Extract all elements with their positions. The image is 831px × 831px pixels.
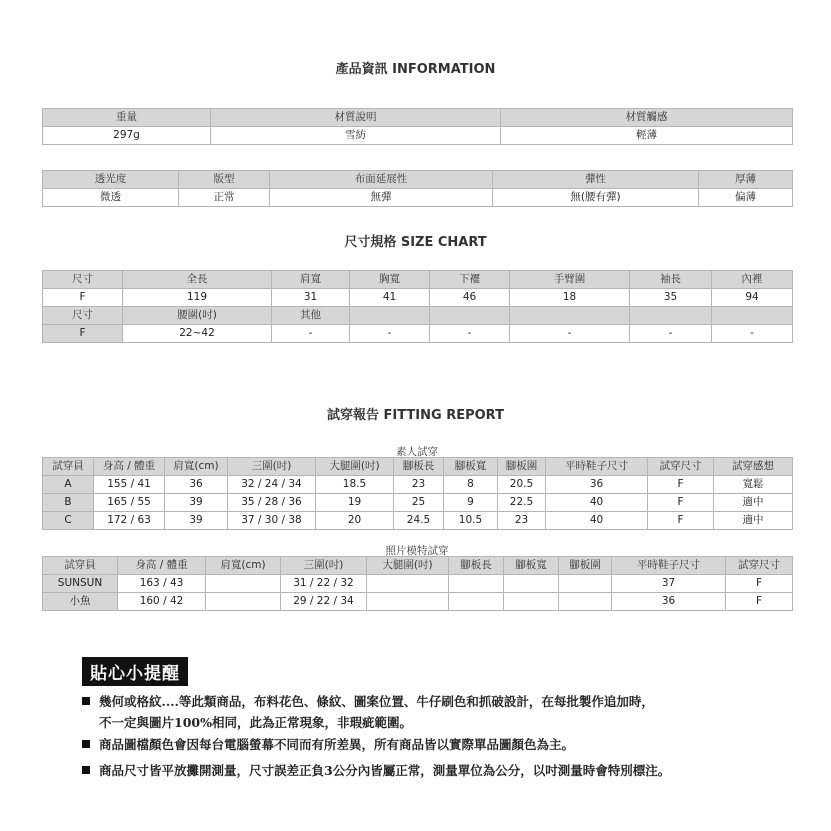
size-header: 袖長 <box>630 271 712 289</box>
tester-name-cell: 小魚 <box>43 593 118 611</box>
header-cell: 身高 / 體重 <box>94 458 165 476</box>
value-cell: 24.5 <box>394 512 444 530</box>
header-cell: 大腿圍(吋) <box>367 557 449 575</box>
header-cell: 腳板寬 <box>444 458 498 476</box>
value-cell: F <box>648 512 714 530</box>
size-header <box>510 307 630 325</box>
info-table-1 <box>42 108 793 145</box>
header-cell: 試穿員 <box>43 458 94 476</box>
header-cell: 腳板寬 <box>504 557 559 575</box>
value-cell: 155 / 41 <box>94 476 165 494</box>
header-cell: 試穿員 <box>43 557 118 575</box>
header-cell: 平時鞋子尺寸 <box>612 557 726 575</box>
table-row <box>43 512 793 530</box>
table-row <box>43 494 793 512</box>
size-value: F <box>43 325 123 343</box>
value-cell: 無(腰有彈) <box>493 189 699 207</box>
size-chart-title: 尺寸規格 SIZE CHART <box>344 235 487 250</box>
notice-item <box>82 735 574 753</box>
value-cell: 25 <box>394 494 444 512</box>
header-cell: 三圍(吋) <box>228 458 316 476</box>
notice-text: 商品圖檔顏色會因每台電腦螢幕不同而有所差異，所有商品皆以實際單品圖顏色為主。 <box>99 737 575 752</box>
tester-name-cell: A <box>43 476 94 494</box>
size-value: 22~42 <box>123 325 272 343</box>
size-header: 內裡 <box>712 271 793 289</box>
table-row <box>43 476 793 494</box>
value-cell: 正常 <box>179 189 270 207</box>
value-cell: 36 <box>612 593 726 611</box>
value-cell: 偏薄 <box>699 189 793 207</box>
header-cell: 試穿感想 <box>714 458 793 476</box>
header-cell: 三圍(吋) <box>281 557 367 575</box>
notice-item <box>82 761 670 779</box>
size-value: 18 <box>510 289 630 307</box>
header-cell: 布面延展性 <box>270 171 493 189</box>
value-cell: 10.5 <box>444 512 498 530</box>
notice-text: 幾何或格紋....等此類商品，布料花色、條紋、圖案位置、牛仔刷色和抓破設計，在每批製作追加時， <box>99 694 654 709</box>
table-row <box>43 575 793 593</box>
header-cell: 平時鞋子尺寸 <box>546 458 648 476</box>
value-cell: 23 <box>394 476 444 494</box>
header-cell: 版型 <box>179 171 270 189</box>
value-cell: 19 <box>316 494 394 512</box>
table-row <box>43 593 793 611</box>
notice-text: 不一定與圖片100%相同，此為正常現象，非瑕疵範圍。 <box>99 715 412 730</box>
model-caption: 照片模特試穿 <box>385 545 449 557</box>
size-value: 31 <box>272 289 350 307</box>
value-cell: 20.5 <box>498 476 546 494</box>
value-cell: 160 / 42 <box>118 593 206 611</box>
value-cell: 雪紡 <box>211 127 501 145</box>
value-cell <box>504 593 559 611</box>
header-cell: 材質說明 <box>211 109 501 127</box>
value-cell <box>206 593 281 611</box>
header-cell: 大腿圍(吋) <box>316 458 394 476</box>
size-value: 35 <box>630 289 712 307</box>
value-cell: 22.5 <box>498 494 546 512</box>
size-header: 腰圍(吋) <box>123 307 272 325</box>
value-cell <box>449 593 504 611</box>
value-cell: 40 <box>546 512 648 530</box>
value-cell: 8 <box>444 476 498 494</box>
size-header: 全長 <box>123 271 272 289</box>
size-header: 下襬 <box>430 271 510 289</box>
value-cell: 35 / 28 / 36 <box>228 494 316 512</box>
value-cell: 37 <box>612 575 726 593</box>
size-value: 94 <box>712 289 793 307</box>
tester-name-cell: C <box>43 512 94 530</box>
value-cell: 172 / 63 <box>94 512 165 530</box>
size-value: 46 <box>430 289 510 307</box>
size-header: 手臂圍 <box>510 271 630 289</box>
header-cell: 腳板長 <box>394 458 444 476</box>
value-cell: 適中 <box>714 512 793 530</box>
size-header: 肩寬 <box>272 271 350 289</box>
value-cell <box>449 575 504 593</box>
value-cell: 37 / 30 / 38 <box>228 512 316 530</box>
header-cell: 試穿尺寸 <box>726 557 793 575</box>
notice-heading: 貼心小提醒 <box>82 657 188 686</box>
size-chart-table <box>42 270 793 343</box>
size-value: 41 <box>350 289 430 307</box>
bullet-icon <box>82 766 90 774</box>
amateur-caption: 素人試穿 <box>396 446 438 458</box>
amateur-fitting-table <box>42 457 793 530</box>
value-cell: 36 <box>546 476 648 494</box>
fitting-report-title: 試穿報告 FITTING REPORT <box>327 408 504 423</box>
size-header: 尺寸 <box>43 307 123 325</box>
value-cell: 31 / 22 / 32 <box>281 575 367 593</box>
size-value: - <box>272 325 350 343</box>
value-cell: F <box>648 494 714 512</box>
value-cell: F <box>726 593 793 611</box>
size-value: 119 <box>123 289 272 307</box>
header-cell: 透光度 <box>43 171 179 189</box>
header-cell: 厚薄 <box>699 171 793 189</box>
value-cell: 無彈 <box>270 189 493 207</box>
size-header: 胸寬 <box>350 271 430 289</box>
size-value: - <box>712 325 793 343</box>
size-header <box>430 307 510 325</box>
value-cell: 165 / 55 <box>94 494 165 512</box>
header-cell: 肩寬(cm) <box>165 458 228 476</box>
value-cell: F <box>648 476 714 494</box>
tester-name-cell: SUNSUN <box>43 575 118 593</box>
value-cell <box>559 575 612 593</box>
size-value: - <box>510 325 630 343</box>
value-cell <box>504 575 559 593</box>
size-header: 其他 <box>272 307 350 325</box>
header-cell: 腳板圍 <box>559 557 612 575</box>
header-cell: 材質觸感 <box>501 109 793 127</box>
value-cell: 39 <box>165 494 228 512</box>
size-header <box>630 307 712 325</box>
size-header <box>712 307 793 325</box>
product-info-title: 產品資訊 INFORMATION <box>335 62 496 77</box>
value-cell: 寬鬆 <box>714 476 793 494</box>
notice-text: 商品尺寸皆平放攤開測量，尺寸誤差正負3公分內皆屬正常，測量單位為公分，以吋測量時會特別標注。 <box>99 763 671 778</box>
header-cell: 彈性 <box>493 171 699 189</box>
size-value: F <box>43 289 123 307</box>
value-cell: 29 / 22 / 34 <box>281 593 367 611</box>
value-cell <box>559 593 612 611</box>
bullet-icon <box>82 697 90 705</box>
value-cell: 微透 <box>43 189 179 207</box>
tester-name-cell: B <box>43 494 94 512</box>
header-cell: 腳板圍 <box>498 458 546 476</box>
value-cell <box>367 575 449 593</box>
value-cell: 40 <box>546 494 648 512</box>
size-value: - <box>350 325 430 343</box>
value-cell: F <box>726 575 793 593</box>
header-cell: 試穿尺寸 <box>648 458 714 476</box>
value-cell: 20 <box>316 512 394 530</box>
size-value: - <box>430 325 510 343</box>
value-cell: 36 <box>165 476 228 494</box>
notice-item <box>82 692 654 731</box>
value-cell: 39 <box>165 512 228 530</box>
info-table-2 <box>42 170 793 207</box>
value-cell: 輕薄 <box>501 127 793 145</box>
size-header <box>350 307 430 325</box>
value-cell: 23 <box>498 512 546 530</box>
value-cell: 適中 <box>714 494 793 512</box>
header-cell: 身高 / 體重 <box>118 557 206 575</box>
value-cell: 18.5 <box>316 476 394 494</box>
value-cell: 163 / 43 <box>118 575 206 593</box>
header-cell: 肩寬(cm) <box>206 557 281 575</box>
size-value: - <box>630 325 712 343</box>
value-cell: 297g <box>43 127 211 145</box>
header-cell: 重量 <box>43 109 211 127</box>
value-cell <box>367 593 449 611</box>
bullet-icon <box>82 740 90 748</box>
value-cell: 9 <box>444 494 498 512</box>
value-cell <box>206 575 281 593</box>
value-cell: 32 / 24 / 34 <box>228 476 316 494</box>
header-cell: 腳板長 <box>449 557 504 575</box>
model-fitting-table <box>42 556 793 611</box>
size-header: 尺寸 <box>43 271 123 289</box>
